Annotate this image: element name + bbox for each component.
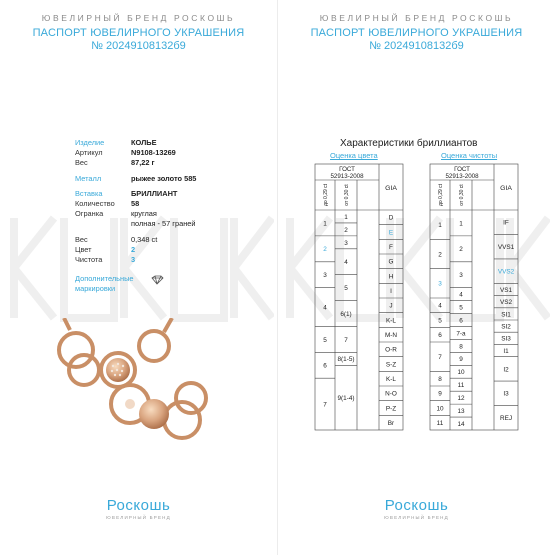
spec-quantity bbox=[75, 199, 275, 209]
spec-value: 3 bbox=[131, 255, 136, 265]
spec-stone-weight bbox=[75, 235, 275, 245]
cell-from: 1 bbox=[344, 213, 348, 221]
cell-gia: I1 bbox=[503, 347, 509, 355]
spec-metal bbox=[75, 174, 275, 184]
spec-article bbox=[75, 148, 275, 158]
cell-gia: D bbox=[388, 214, 394, 222]
extra-markings-line2: маркировки bbox=[75, 283, 116, 293]
spec-value: 58 bbox=[131, 199, 140, 209]
cell-gia: O-R bbox=[385, 346, 397, 354]
cell-gia: H bbox=[388, 273, 394, 281]
cell-upto: 9 bbox=[438, 390, 442, 398]
cell-from: 6 bbox=[459, 317, 463, 325]
cell-upto: 7 bbox=[323, 401, 327, 409]
cell-upto: 2 bbox=[438, 251, 442, 259]
passport-number: № 20249108132б9 bbox=[91, 40, 186, 52]
cell-gia: M-N bbox=[384, 332, 398, 340]
spec-label: Изделие bbox=[75, 138, 105, 147]
cell-from: 10 bbox=[457, 369, 465, 377]
cell-upto: 8 bbox=[438, 376, 442, 384]
cell-upto: 11 bbox=[436, 420, 444, 428]
cell-upto: 5 bbox=[323, 336, 327, 344]
cell-gia: F bbox=[389, 244, 393, 252]
cell-from: 5 bbox=[344, 285, 348, 293]
cell-gia: I3 bbox=[503, 390, 509, 398]
cell-upto: 3 bbox=[438, 280, 442, 288]
cell-from: 4 bbox=[344, 259, 348, 267]
cell-from: 3 bbox=[344, 239, 348, 247]
spec-cut-detail bbox=[75, 219, 275, 229]
cell-upto: 1 bbox=[438, 222, 442, 230]
cell-from: 9(1-4) bbox=[337, 395, 355, 403]
header-from: от 0,30 ct bbox=[344, 184, 350, 206]
cell-from: 7 bbox=[344, 336, 348, 344]
spec-label: Вес bbox=[75, 234, 88, 244]
cell-from: 9 bbox=[459, 356, 463, 364]
spec-value: полная - 57 граней bbox=[131, 219, 196, 229]
cell-gia: I bbox=[390, 288, 392, 296]
cell-gia: Br bbox=[387, 420, 395, 428]
cell-gia: E bbox=[388, 229, 394, 237]
spec-value: 0,348 ct bbox=[131, 234, 158, 244]
spec-value: 2 bbox=[131, 244, 136, 254]
spec-value: БРИЛЛИАНТ bbox=[131, 188, 178, 198]
passport-title: ПАСПОРТ ЮВЕЛИРНОГО УКРАШЕНИЯ bbox=[310, 27, 523, 39]
spec-label: Вставка bbox=[75, 188, 103, 198]
cell-gia: REJ bbox=[499, 415, 513, 423]
necklace-image bbox=[48, 318, 228, 448]
cell-from: 7-а bbox=[456, 330, 466, 338]
spec-cut bbox=[75, 209, 275, 219]
color-grade-table bbox=[313, 162, 408, 439]
spec-clarity bbox=[75, 255, 275, 265]
header-from: от 0,30 ct bbox=[459, 184, 465, 206]
spec-label: Огранка bbox=[75, 209, 104, 219]
cell-from: 6(1) bbox=[340, 310, 352, 318]
diamond-icon bbox=[150, 275, 164, 285]
cell-gia: VS1 bbox=[499, 286, 513, 294]
cell-gia: N-O bbox=[385, 390, 397, 398]
cell-upto: 4 bbox=[438, 302, 442, 310]
gost-label: ГОСТ bbox=[339, 166, 355, 173]
header-upto: до 0,29 ct bbox=[438, 183, 444, 207]
spec-product bbox=[75, 138, 275, 148]
cell-from: 4 bbox=[459, 291, 463, 299]
logo-text: Роскошь bbox=[106, 497, 171, 514]
gost-label: ГОСТ bbox=[454, 166, 470, 173]
spec-value: N9108-13269 bbox=[131, 148, 176, 158]
spec-label: Вес bbox=[75, 158, 88, 168]
spec-label: Количество bbox=[75, 199, 115, 209]
cell-upto: 3 bbox=[323, 272, 327, 280]
logo-subtitle: ЮВЕЛИРНЫЙ БРЕНД bbox=[106, 515, 171, 520]
cell-upto: 10 bbox=[436, 405, 444, 413]
cell-gia: SI3 bbox=[501, 335, 511, 343]
brand-line: ЮВЕЛИРНЫЙ БРЕНД РОСКОШЬ bbox=[41, 13, 236, 23]
spec-insert bbox=[75, 189, 275, 199]
clarity-grade-subtitle: Оценка чистоты bbox=[441, 151, 498, 160]
gost-number: 52913-2008 bbox=[445, 173, 479, 180]
cell-gia: K-L bbox=[386, 376, 396, 384]
cell-from: 12 bbox=[457, 395, 465, 403]
right-page bbox=[278, 0, 555, 555]
spec-color bbox=[75, 245, 275, 255]
spec-label: Цвет bbox=[75, 244, 92, 254]
spec-value: круглая bbox=[131, 209, 157, 219]
spec-label: Металл bbox=[75, 173, 102, 183]
cell-from: 13 bbox=[457, 407, 465, 415]
characteristics-title: Характеристики бриллиантов bbox=[340, 138, 478, 149]
cell-from: 2 bbox=[344, 226, 348, 234]
cell-gia: I2 bbox=[503, 366, 509, 374]
gia-header: GIA bbox=[500, 185, 512, 192]
cell-upto: 1 bbox=[323, 220, 327, 228]
cell-upto: 6 bbox=[438, 332, 442, 340]
cell-gia: SI2 bbox=[501, 323, 511, 331]
cell-upto: 6 bbox=[323, 362, 327, 370]
cell-upto: 7 bbox=[438, 354, 442, 362]
cell-gia: J bbox=[389, 302, 393, 310]
passport-number: № 20249108132б9 bbox=[369, 40, 464, 52]
logo-text: Роскошь bbox=[384, 497, 449, 514]
cell-from: 5 bbox=[459, 304, 463, 312]
logo-subtitle: ЮВЕЛИРНЫЙ БРЕНД bbox=[384, 515, 449, 520]
passport-title: ПАСПОРТ ЮВЕЛИРНОГО УКРАШЕНИЯ bbox=[32, 27, 245, 39]
spec-value: рыжее золото 585 bbox=[131, 173, 197, 183]
cell-from: 8 bbox=[459, 343, 463, 351]
cell-gia: S-Z bbox=[385, 361, 397, 369]
color-grade-subtitle: Оценка цвета bbox=[330, 151, 378, 160]
spec-value: 87,22 г bbox=[131, 158, 155, 168]
spec-label: Артикул bbox=[75, 148, 103, 158]
gia-header: GIA bbox=[385, 185, 397, 192]
brand-logo bbox=[0, 497, 277, 520]
cell-from: 14 bbox=[457, 420, 465, 428]
cell-gia: IF bbox=[503, 219, 509, 227]
header-upto: до 0,29 ct bbox=[323, 183, 329, 207]
extra-markings-line1: Дополнительные bbox=[75, 274, 134, 284]
product-specs bbox=[75, 138, 275, 293]
cell-from: 8(1-5) bbox=[337, 356, 355, 364]
left-page bbox=[0, 0, 277, 555]
cell-gia: SI1 bbox=[501, 311, 511, 319]
spec-weight bbox=[75, 158, 275, 168]
cell-gia: G bbox=[388, 258, 394, 266]
cell-from: 11 bbox=[457, 382, 465, 390]
cell-from: 2 bbox=[459, 246, 463, 254]
extra-markings bbox=[75, 274, 275, 293]
clarity-grade-table bbox=[428, 162, 523, 439]
cell-gia: K-L bbox=[386, 317, 396, 325]
spec-label: Чистота bbox=[75, 255, 103, 265]
left-header bbox=[0, 13, 277, 52]
spec-value: КОЛЬЕ bbox=[131, 138, 157, 147]
cell-gia: VVS1 bbox=[497, 244, 515, 252]
brand-line: ЮВЕЛИРНЫЙ БРЕНД РОСКОШЬ bbox=[319, 13, 514, 23]
cell-upto: 5 bbox=[438, 317, 442, 325]
cell-gia: P-Z bbox=[385, 405, 397, 413]
cell-from: 1 bbox=[459, 220, 463, 228]
cell-gia: VVS2 bbox=[497, 268, 515, 276]
brand-logo bbox=[278, 497, 555, 520]
cell-from: 3 bbox=[459, 272, 463, 280]
cell-upto: 2 bbox=[323, 246, 327, 254]
cell-upto: 4 bbox=[323, 304, 327, 312]
gost-number: 52913-2008 bbox=[330, 173, 364, 180]
cell-gia: VS2 bbox=[499, 299, 513, 307]
right-header bbox=[278, 13, 555, 52]
